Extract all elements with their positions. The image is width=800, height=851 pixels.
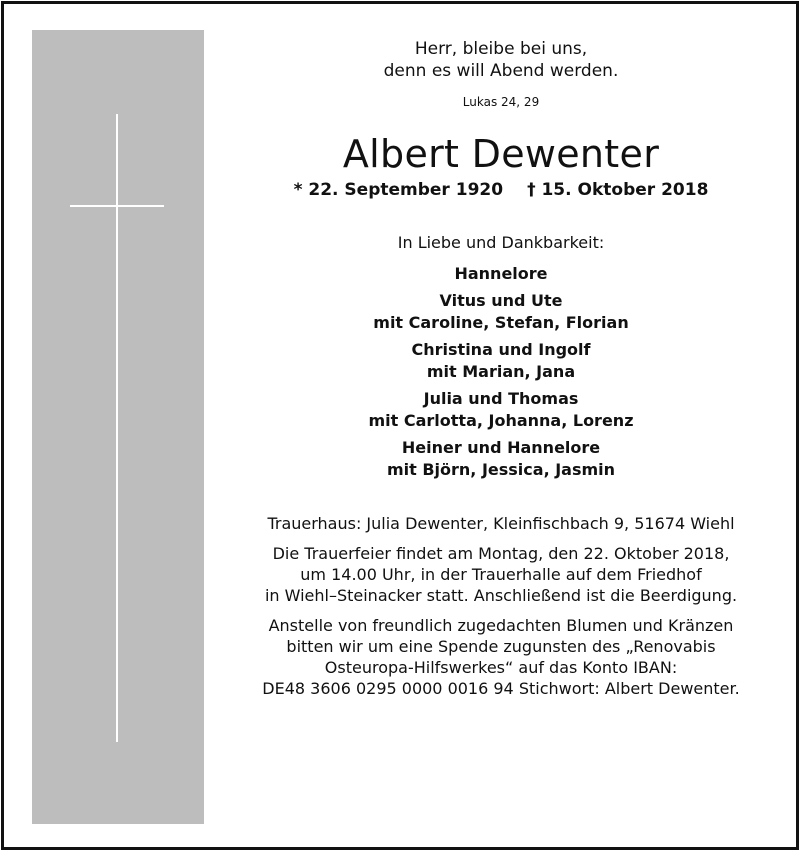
donation-line: DE48 3606 0295 0000 0016 94 Stichwort: Albert Dewenter.: [262, 679, 740, 698]
life-dates: [216, 179, 786, 201]
birth-date: * 22. September 1920: [293, 180, 504, 200]
side-panel: [32, 30, 204, 824]
notes: [216, 513, 786, 699]
donation-info: [216, 615, 786, 699]
service-line: um 14.00 Uhr, in der Trauerhalle auf dem Friedhof: [300, 565, 702, 584]
verse-line-1: Herr, bleibe bei uns,: [414, 39, 588, 59]
verse-reference: Lukas 24, 29: [462, 95, 540, 109]
mourner-name: Julia und Thomas: [423, 389, 579, 408]
death-date: † 15. Oktober 2018: [527, 180, 709, 200]
service-line: Die Trauerfeier findet am Montag, den 22. Oktober 2018,: [272, 544, 730, 563]
mourning-house-address: Trauerhaus: Julia Dewenter, Kleinfischbach 9, 51674 Wiehl: [267, 514, 735, 533]
mourner-name: Vitus und Ute: [439, 291, 563, 310]
service-line: in Wiehl–Steinacker statt. Anschließend ist die Beerdigung.: [264, 586, 738, 605]
mourner-children: mit Marian, Jana: [426, 362, 576, 381]
verse-line-2: denn es will Abend werden.: [383, 61, 619, 81]
mourner-children: mit Björn, Jessica, Jasmin: [386, 460, 616, 479]
verse: [216, 38, 786, 110]
mourner-name: Heiner und Hannelore: [401, 438, 601, 457]
cross-icon: [116, 114, 118, 742]
mourner-group: [216, 437, 786, 481]
funeral-service-info: [216, 543, 786, 606]
mourners-list: [216, 263, 786, 481]
obituary-frame: [1, 1, 799, 850]
mourner-name: Christina und Ingolf: [411, 340, 591, 359]
mourners-intro: In Liebe und Dankbarkeit:: [397, 233, 605, 252]
donation-line: Anstelle von freundlich zugedachten Blumen und Kränzen: [268, 616, 734, 635]
donation-line: Osteuropa-Hilfswerkes“ auf das Konto IBAN:: [324, 658, 678, 677]
mourner-group: [216, 290, 786, 334]
obituary-content: [216, 38, 786, 699]
mourner-children: mit Caroline, Stefan, Florian: [373, 313, 629, 332]
mourner-name: Hannelore: [454, 264, 548, 283]
mourner-group: [216, 263, 786, 285]
cross-icon-bar: [70, 205, 164, 207]
mourner-group: [216, 388, 786, 432]
deceased-name: Albert Dewenter: [342, 132, 660, 176]
mourner-group: [216, 339, 786, 383]
donation-line: bitten wir um eine Spende zugunsten des „Renovabis: [286, 637, 716, 656]
mourner-children: mit Carlotta, Johanna, Lorenz: [368, 411, 634, 430]
